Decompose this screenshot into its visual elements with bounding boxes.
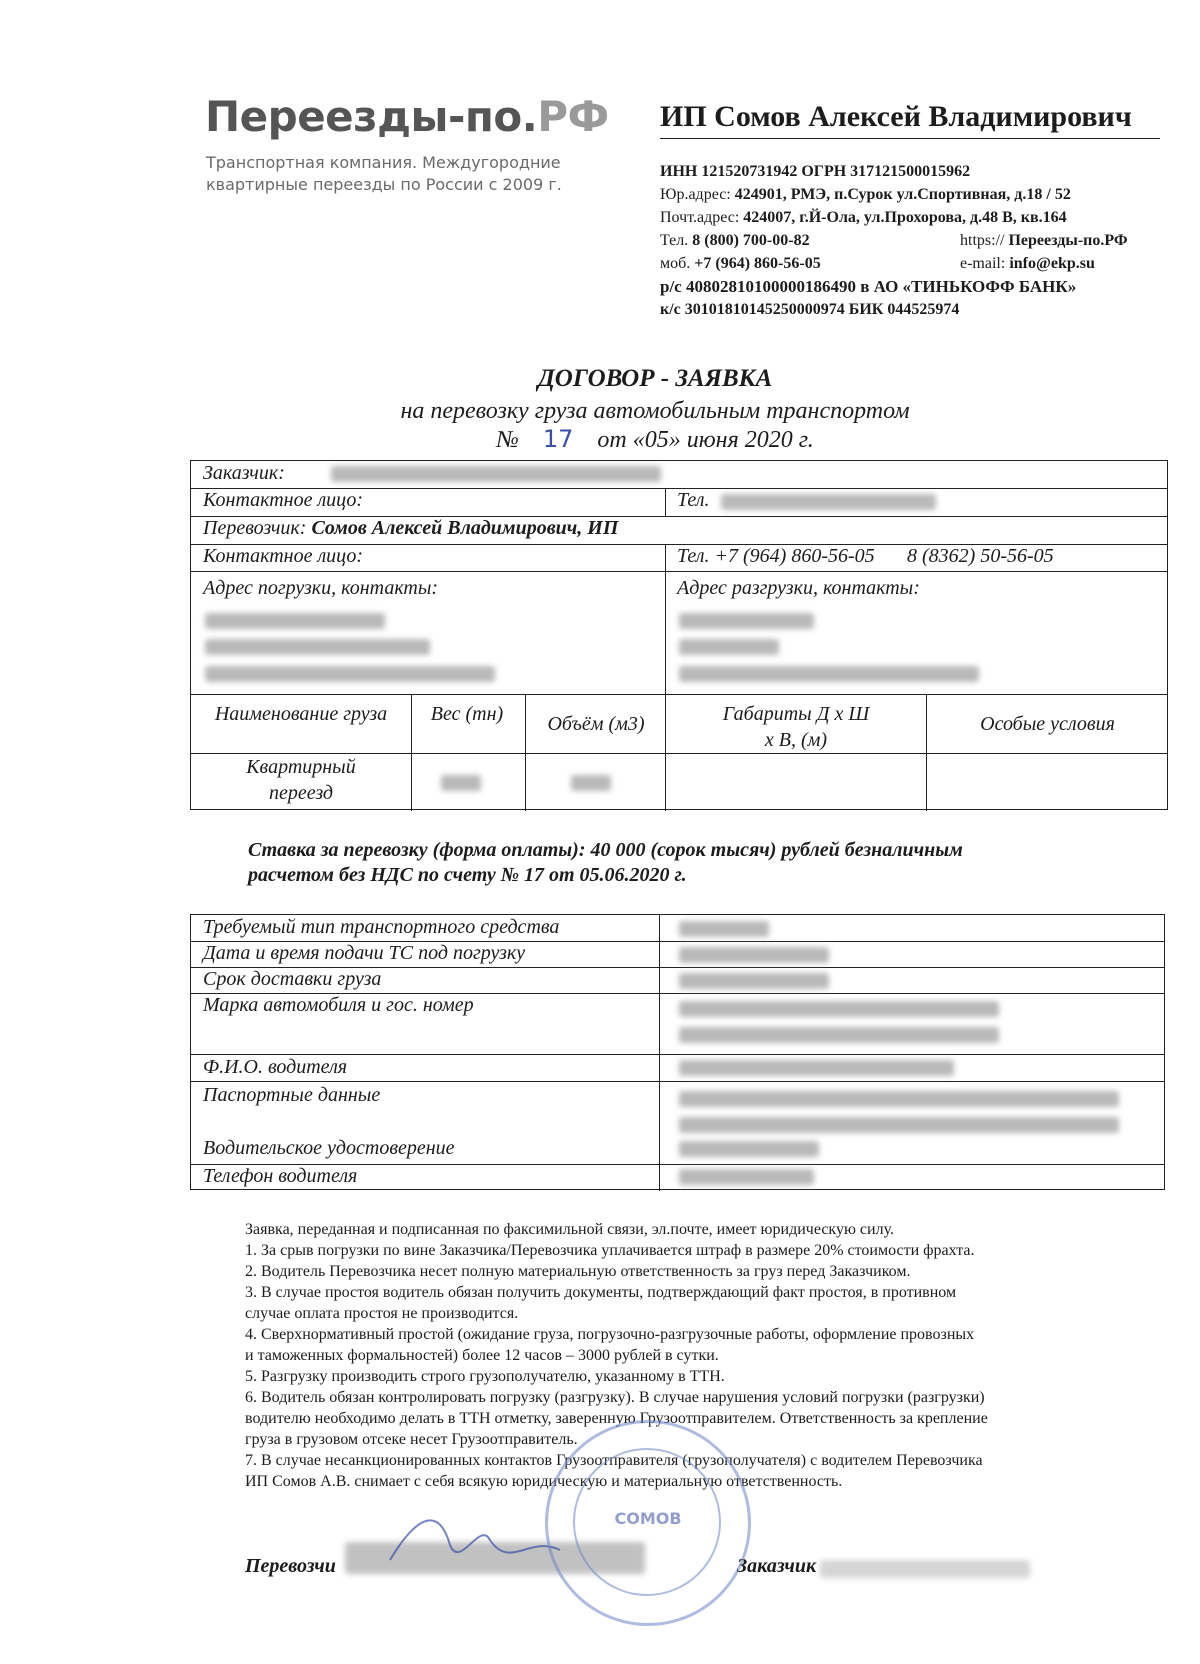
- col-header-volume: Объём (м3): [547, 713, 645, 735]
- col-header-weight: Вес (тн): [430, 703, 504, 725]
- passport-redacted-2: [679, 1117, 1119, 1133]
- unload-address-redacted-2: [679, 639, 779, 655]
- doc-title: ДОГОВОР - ЗАЯВКА: [537, 365, 773, 392]
- carrier-name: Сомов Алексей Владимирович, ИП: [311, 517, 619, 539]
- contact2-label: Контактное лицо:: [203, 545, 364, 567]
- license-redacted: [679, 1141, 819, 1157]
- driver-name-redacted: [679, 1060, 954, 1076]
- doc-number-line: № 17 от «05» июня 2020 г.: [496, 425, 814, 453]
- customer-name-redacted: [331, 466, 661, 482]
- load-address-redacted-3: [205, 666, 495, 682]
- col-header-conditions: Особые условия: [980, 713, 1115, 735]
- terms-notes: Заявка, переданная и подписанная по факсимильной связи, эл.почте, имеет юридическую силу. 1. За срыв погрузки по вине Заказчика/Перевозчика уплачивается штраф в размере 20% стоимости фрахта. 2. Водитель Перевозчика несет полную материальную ответственность за груз перед Заказчиком. 3. В случае простоя водитель обязан получить документы, подтверждающий факт простоя, в противном случае оплата простоя не производится. 4. Сверхнормативный простой (ожидание груза, погрузочно-разгрузочные работы, оформление провозных и таможенных формальностей) более 12 часов – 3000 рублей в сутки. 5. Разгрузку производить строго грузополучателю, указанному в ТТН. 6. Водитель обязан контролировать погрузку (разгрузку). В случае нарушения условий погрузки (разгрузки) водителю необходимо делать в ТТН отметку, заверенную Грузоотправителем. Ответственность за крепление груза в грузовом отсеке несет Грузоотправитель. 7. В случае несанкционированных контактов Грузоотправителя (грузополучателя) с водителем Перевозчика ИП Сомов А.В. снимает с себя всякую юридическую и материальную ответственность.: [245, 1221, 988, 1490]
- company-requisites: ИНН 121520731942 ОГРН 317121500015962 Юр.адрес: 424901, РМЭ, п.Сурок ул.Спортивная, д.18 / 52 Почт.адрес: 424007, г.Й-Ола, ул.Прохорова, д.48 В, кв.164 Тел. 8 (800) 700-00-82 https:// Переезды-по.РФ моб. +7 (964) 860-56-05 e-mail: info@ekp.su р/с 40802810100000186490 в АО «ТИНЬКОФФ БАНК» к/с 30101810145250000974 БИК 044525974: [660, 163, 1128, 318]
- cargo-volume-redacted: [571, 775, 611, 791]
- driver-phone-redacted: [679, 1169, 814, 1185]
- carrier-tel: Тел. +7 (964) 860-56-05: [677, 545, 875, 567]
- company-name: ИП Сомов Алексей Владимирович: [660, 100, 1132, 133]
- customer-tel-label: Тел.: [677, 489, 710, 511]
- unload-address-redacted-3: [679, 666, 979, 682]
- doc-subtitle: на перевозку груза автомобильным транспортом: [400, 398, 910, 424]
- company-underline: [660, 138, 1160, 139]
- transport-row-driver-name: Ф.И.О. водителя: [203, 1056, 348, 1078]
- unload-address-label: Адрес разгрузки, контакты:: [677, 577, 920, 599]
- delivery-term-redacted: [679, 973, 829, 989]
- col-header-dimensions: Габариты Д х Ш х В, (м): [722, 703, 870, 751]
- logo-title: Переезды-по.РФ: [205, 92, 609, 141]
- transport-row-driver-phone: Телефон водителя: [203, 1165, 358, 1187]
- transport-row-delivery-term: Срок доставки груза: [203, 968, 382, 990]
- contact-label: Контактное лицо:: [203, 489, 364, 511]
- vehicle-plate-redacted-2: [679, 1027, 999, 1043]
- vehicle-type-redacted: [679, 921, 769, 937]
- signature-carrier-label: Перевозчи: [245, 1555, 336, 1577]
- stamp-text: СОМОВ: [614, 1509, 682, 1528]
- signature-customer-redacted: [820, 1560, 1030, 1578]
- load-address-redacted-2: [205, 639, 430, 655]
- signature-customer-label: Заказчик: [737, 1555, 817, 1577]
- rate-text: Ставка за перевозку (форма оплаты): 40 000 (сорок тысяч) рублей безналичным расчетом без НДС по счету № 17 от 05.06.2020 г.: [248, 839, 963, 886]
- transport-row-passport: Паспортные данные: [203, 1084, 381, 1106]
- transport-table: [190, 914, 1165, 1190]
- carrier-row: Перевозчик: Сомов Алексей Владимирович, ИП: [203, 517, 619, 539]
- load-address-redacted-1: [205, 613, 385, 629]
- doc-number: 17: [542, 425, 574, 453]
- company-stamp: [545, 1420, 751, 1626]
- vehicle-plate-redacted-1: [679, 1001, 999, 1017]
- transport-row-arrival-time: Дата и время подачи ТС под погрузку: [203, 942, 526, 964]
- customer-tel-redacted: [721, 494, 936, 510]
- transport-row-vehicle-plate: Марка автомобиля и гос. номер: [203, 994, 474, 1016]
- cargo-weight-redacted: [441, 775, 481, 791]
- logo-subtitle: Транспортная компания. Междугородние квартирные переезды по России с 2009 г.: [206, 153, 562, 194]
- parties-table: [190, 460, 1168, 810]
- unload-address-redacted-1: [679, 613, 814, 629]
- load-address-label: Адрес погрузки, контакты:: [203, 577, 439, 599]
- col-header-name: Наименование груза: [214, 703, 388, 725]
- transport-row-license: Водительское удостоверение: [203, 1137, 455, 1159]
- customer-label: Заказчик:: [203, 462, 285, 484]
- passport-redacted-1: [679, 1091, 1119, 1107]
- arrival-time-redacted: [679, 947, 829, 963]
- cargo-name: Квартирный переезд: [246, 756, 356, 804]
- transport-row-vehicle-type: Требуемый тип транспортного средства: [203, 916, 560, 938]
- carrier-tel-2: 8 (8362) 50-56-05: [907, 545, 1054, 567]
